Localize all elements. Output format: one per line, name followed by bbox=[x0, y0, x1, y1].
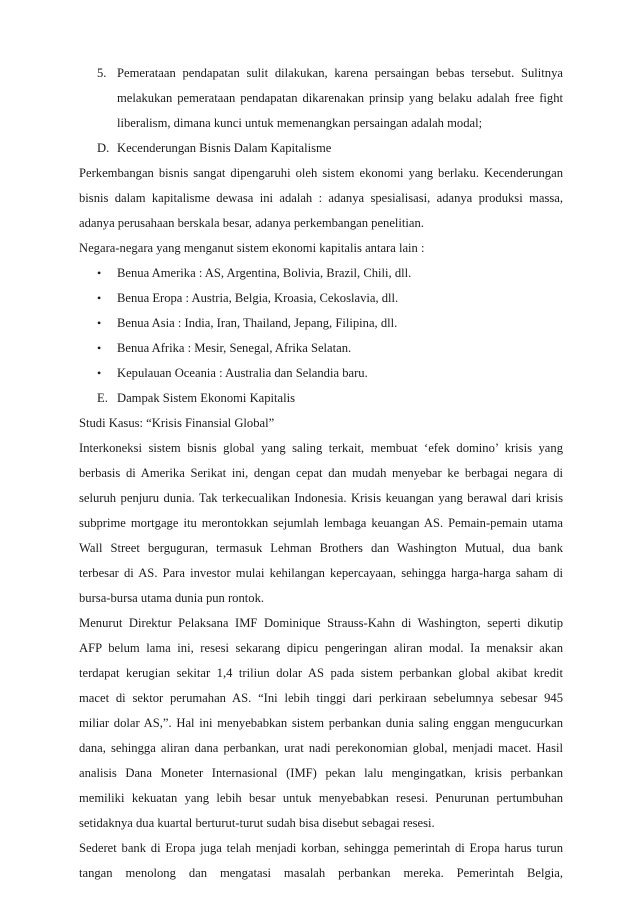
list-item-5-line-3: liberalism, dimana kunci untuk memenangkan persaingan adalah modal; bbox=[117, 116, 483, 130]
paragraph-1-line: bursa-bursa utama dunia pun rontok. bbox=[79, 591, 265, 605]
paragraph-2-line: macet di sektor perumahan AS. “Ini lebih tinggi dari perkiraan sebelumnya sebesar 945 bbox=[79, 691, 563, 705]
paragraph-3-line: Sederet bank di Eropa juga telah menjadi korban, sehingga pemerintah di Eropa harus turun bbox=[79, 841, 563, 855]
list-item-5-line-1: Pemerataan pendapatan sulit dilakukan, karena persaingan bebas tersebut. Sulitnya bbox=[117, 66, 563, 80]
paragraph-1-line: seluruh penjuru dunia. Tak terkecualikan Indonesia. Krisis keuangan yang berawal dari krisis bbox=[79, 491, 563, 505]
paragraph-1-line: subprime mortgage itu merontokkan sejumlah lembaga keuangan AS. Pemain-pemain utama bbox=[79, 516, 563, 530]
paragraph-d-line-3: adanya perusahaan berskala besar, adanya perkembangan penelitian. bbox=[79, 216, 424, 230]
heading-e: Dampak Sistem Ekonomi Kapitalis bbox=[117, 391, 296, 405]
paragraph-2-line: AFP belum lama ini, resesi sekarang dipicu pengeringan aliran modal. Ia menaksir akan bbox=[79, 641, 563, 655]
heading-e-letter: E. bbox=[97, 391, 108, 405]
heading-d-letter: D. bbox=[97, 141, 110, 155]
paragraph-2-line: terdapat kerugian sekitar 1,4 triliun dolar AS pada sistem perbankan global akibat kredit bbox=[79, 666, 563, 680]
negara-intro: Negara-negara yang menganut sistem ekonomi kapitalis antara lain : bbox=[79, 241, 425, 255]
paragraph-1-line: Wall Street berguguran, termasuk Lehman Brothers dan Washington Mutual, dua bank bbox=[79, 541, 563, 555]
bullet-item: Benua Eropa : Austria, Belgia, Kroasia, Cekoslavia, dll. bbox=[117, 291, 399, 305]
paragraph-3-line: tangan menolong dan mengatasi masalah perbankan mereka. Pemerintah Belgia, bbox=[79, 866, 563, 880]
studi-kasus-title: Studi Kasus: “Krisis Finansial Global” bbox=[79, 416, 275, 430]
bullet-icon: • bbox=[97, 291, 102, 305]
paragraph-2-line: memiliki kekuatan yang lebih besar untuk menyebabkan resesi. Penurunan pertumbuhan bbox=[79, 791, 563, 805]
paragraph-2-line: analisis Dana Moneter Internasional (IMF) pekan lalu mengingatkan, krisis perbankan bbox=[79, 766, 563, 780]
bullet-icon: • bbox=[97, 266, 102, 280]
paragraph-1-line: terbesar di AS. Para investor mulai kehilangan kepercayaan, sehingga harga-harga saham di bbox=[79, 566, 563, 580]
bullet-item: Benua Afrika : Mesir, Senegal, Afrika Selatan. bbox=[117, 341, 352, 355]
paragraph-2-line: Menurut Direktur Pelaksana IMF Dominique Strauss-Kahn di Washington, seperti dikutip bbox=[79, 616, 563, 630]
bullet-icon: • bbox=[97, 316, 102, 330]
bullet-icon: • bbox=[97, 341, 102, 355]
paragraph-1-line: berbasis di Amerika Serikat ini, dengan cepat dan mudah menyebar ke berbagai negara di bbox=[79, 466, 563, 480]
paragraph-2-line: miliar dolar AS,”. Hal ini menyebabkan sistem perbankan dunia saling enggan mengucurkan bbox=[79, 716, 563, 730]
list-item-5-line-2: melakukan pemerataan pendapatan dikarenakan prinsip yang belaku adalah free fight bbox=[117, 91, 563, 105]
heading-d: Kecenderungan Bisnis Dalam Kapitalisme bbox=[117, 141, 332, 155]
paragraph-2-line: dana, sehingga aliran dana perbankan, urat nadi perekonomian global, menjadi macet. Hasil bbox=[79, 741, 563, 755]
paragraph-1-line: Interkoneksi sistem bisnis global yang saling terkait, membuat ‘efek domino’ krisis yang bbox=[79, 441, 563, 455]
paragraph-d-line-1: Perkembangan bisnis sangat dipengaruhi oleh sistem ekonomi yang berlaku. Kecenderungan bbox=[79, 166, 563, 180]
bullet-item: Benua Amerika : AS, Argentina, Bolivia, Brazil, Chili, dll. bbox=[117, 266, 412, 280]
bullet-icon: • bbox=[97, 366, 102, 380]
list-number-5: 5. bbox=[97, 66, 107, 80]
bullet-item: Benua Asia : India, Iran, Thailand, Jepang, Filipina, dll. bbox=[117, 316, 398, 330]
paragraph-d-line-2: bisnis dalam kapitalisme dewasa ini adalah : adanya spesialisasi, adanya produksi massa, bbox=[79, 191, 563, 205]
bullet-item: Kepulauan Oceania : Australia dan Selandia baru. bbox=[117, 366, 368, 380]
paragraph-2-line: setidaknya dua kuartal berturut-turut sudah bisa disebut sebagai resesi. bbox=[79, 816, 435, 830]
